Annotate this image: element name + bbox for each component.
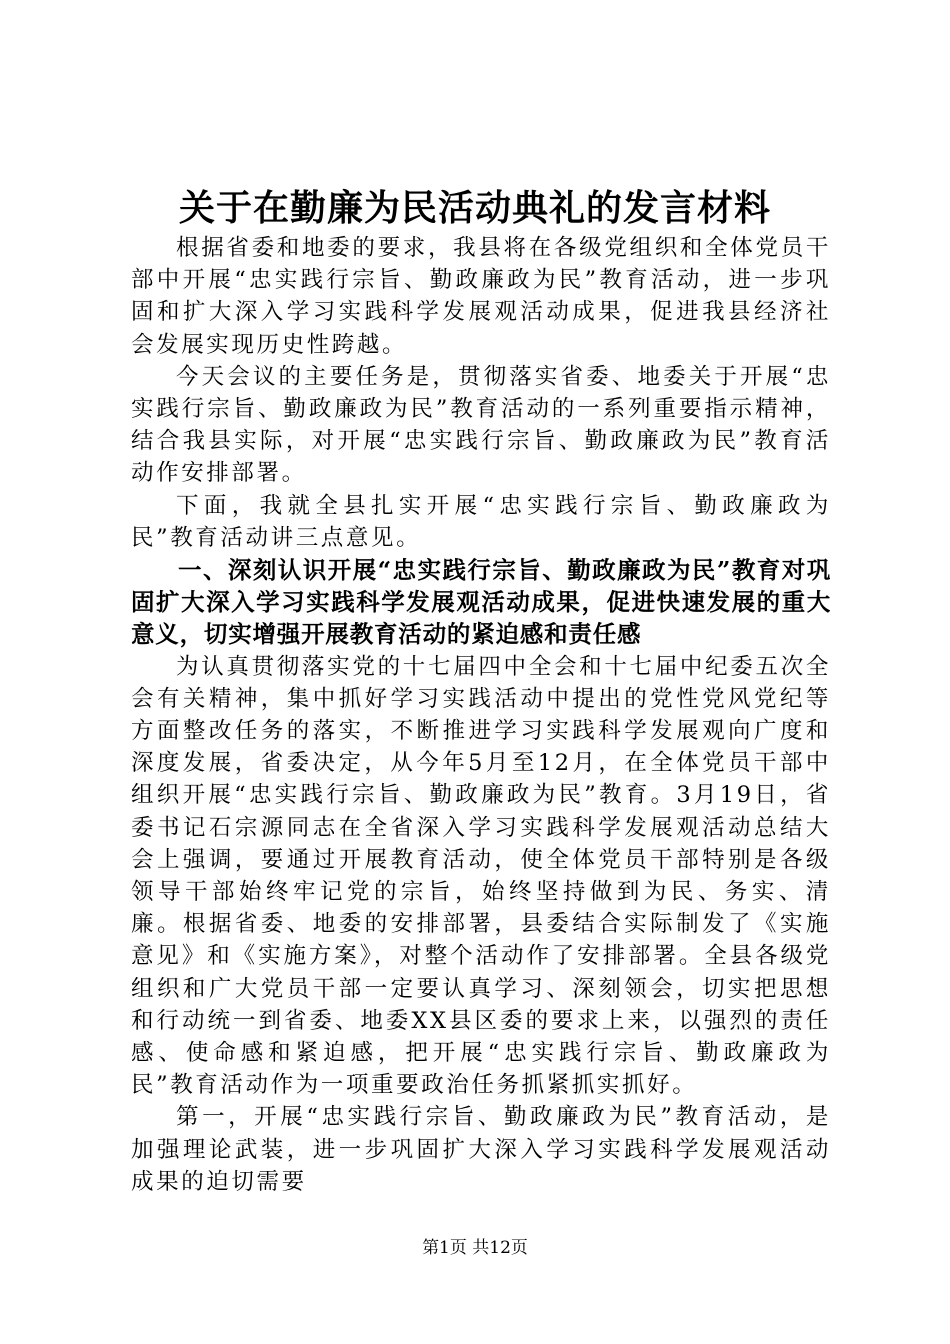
intro-paragraph-2: 今天会议的主要任务是，贯彻落实省委、地委关于开展“忠实践行宗旨、勤政廉政为民”教育活动的一系列重要指示精神，结合我县实际，对开展“忠实践行宗旨、勤政廉政为民”教育活动作安排部署。	[131, 363, 831, 487]
section-heading: 一、深刻认识开展“忠实践行宗旨、勤政廉政为民”教育对巩固扩大深入学习实践科学发展观活动成果，促进快速发展的重大意义，切实增强开展教育活动的紧迫感和责任感	[131, 556, 831, 649]
page-number-footer: 第1页 共12页	[422, 1238, 528, 1258]
section-paragraph-1: 为认真贯彻落实党的十七届四中全会和十七届中纪委五次全会有关精神，集中抓好学习实践活动中提出的党性党风党纪等方面整改任务的落实，不断推进学习实践科学发展观向广度和深度发展，省委决定，从今年5月至12月，在全体党员干部中组织开展“忠实践行宗旨、勤政廉政为民”教育。3月19日，省委书记石宗源同志在全省深入学习实践科学发展观活动总结大会上强调，要通过开展教育活动，使全体党员干部特别是各级领导干部始终牢记党的宗旨，始终坚持做到为民、务实、清廉。根据省委、地委的安排部署，县委结合实际制发了《实施意见》和《实施方案》，对整个活动作了安排部署。全县各级党组织和广大党员干部一定要认真学习、深刻领会，切实把思想和行动统一到省委、地委XX县区委的要求上来，以强烈的责任感、使命感和紧迫感，把开展“忠实践行宗旨、勤政廉政为民”教育活动作为一项重要政治任务抓紧抓实抓好。	[131, 653, 831, 1099]
intro-paragraph-1: 根据省委和地委的要求，我县将在各级党组织和全体党员干部中开展“忠实践行宗旨、勤政廉政为民”教育活动，进一步巩固和扩大深入学习实践科学发展观活动成果，促进我县经济社会发展实现历史性跨越。	[131, 235, 831, 358]
section-paragraph-2: 第一，开展“忠实践行宗旨、勤政廉政为民”教育活动，是加强理论武装，进一步巩固扩大深入学习实践科学发展观活动成果的迫切需要	[131, 1104, 831, 1195]
document-body	[131, 232, 831, 1198]
document-title: 关于在勤廉为民活动典礼的发言材料	[178, 187, 771, 229]
intro-paragraph-3: 下面，我就全县扎实开展“忠实践行宗旨、勤政廉政为民”教育活动讲三点意见。	[131, 492, 831, 551]
